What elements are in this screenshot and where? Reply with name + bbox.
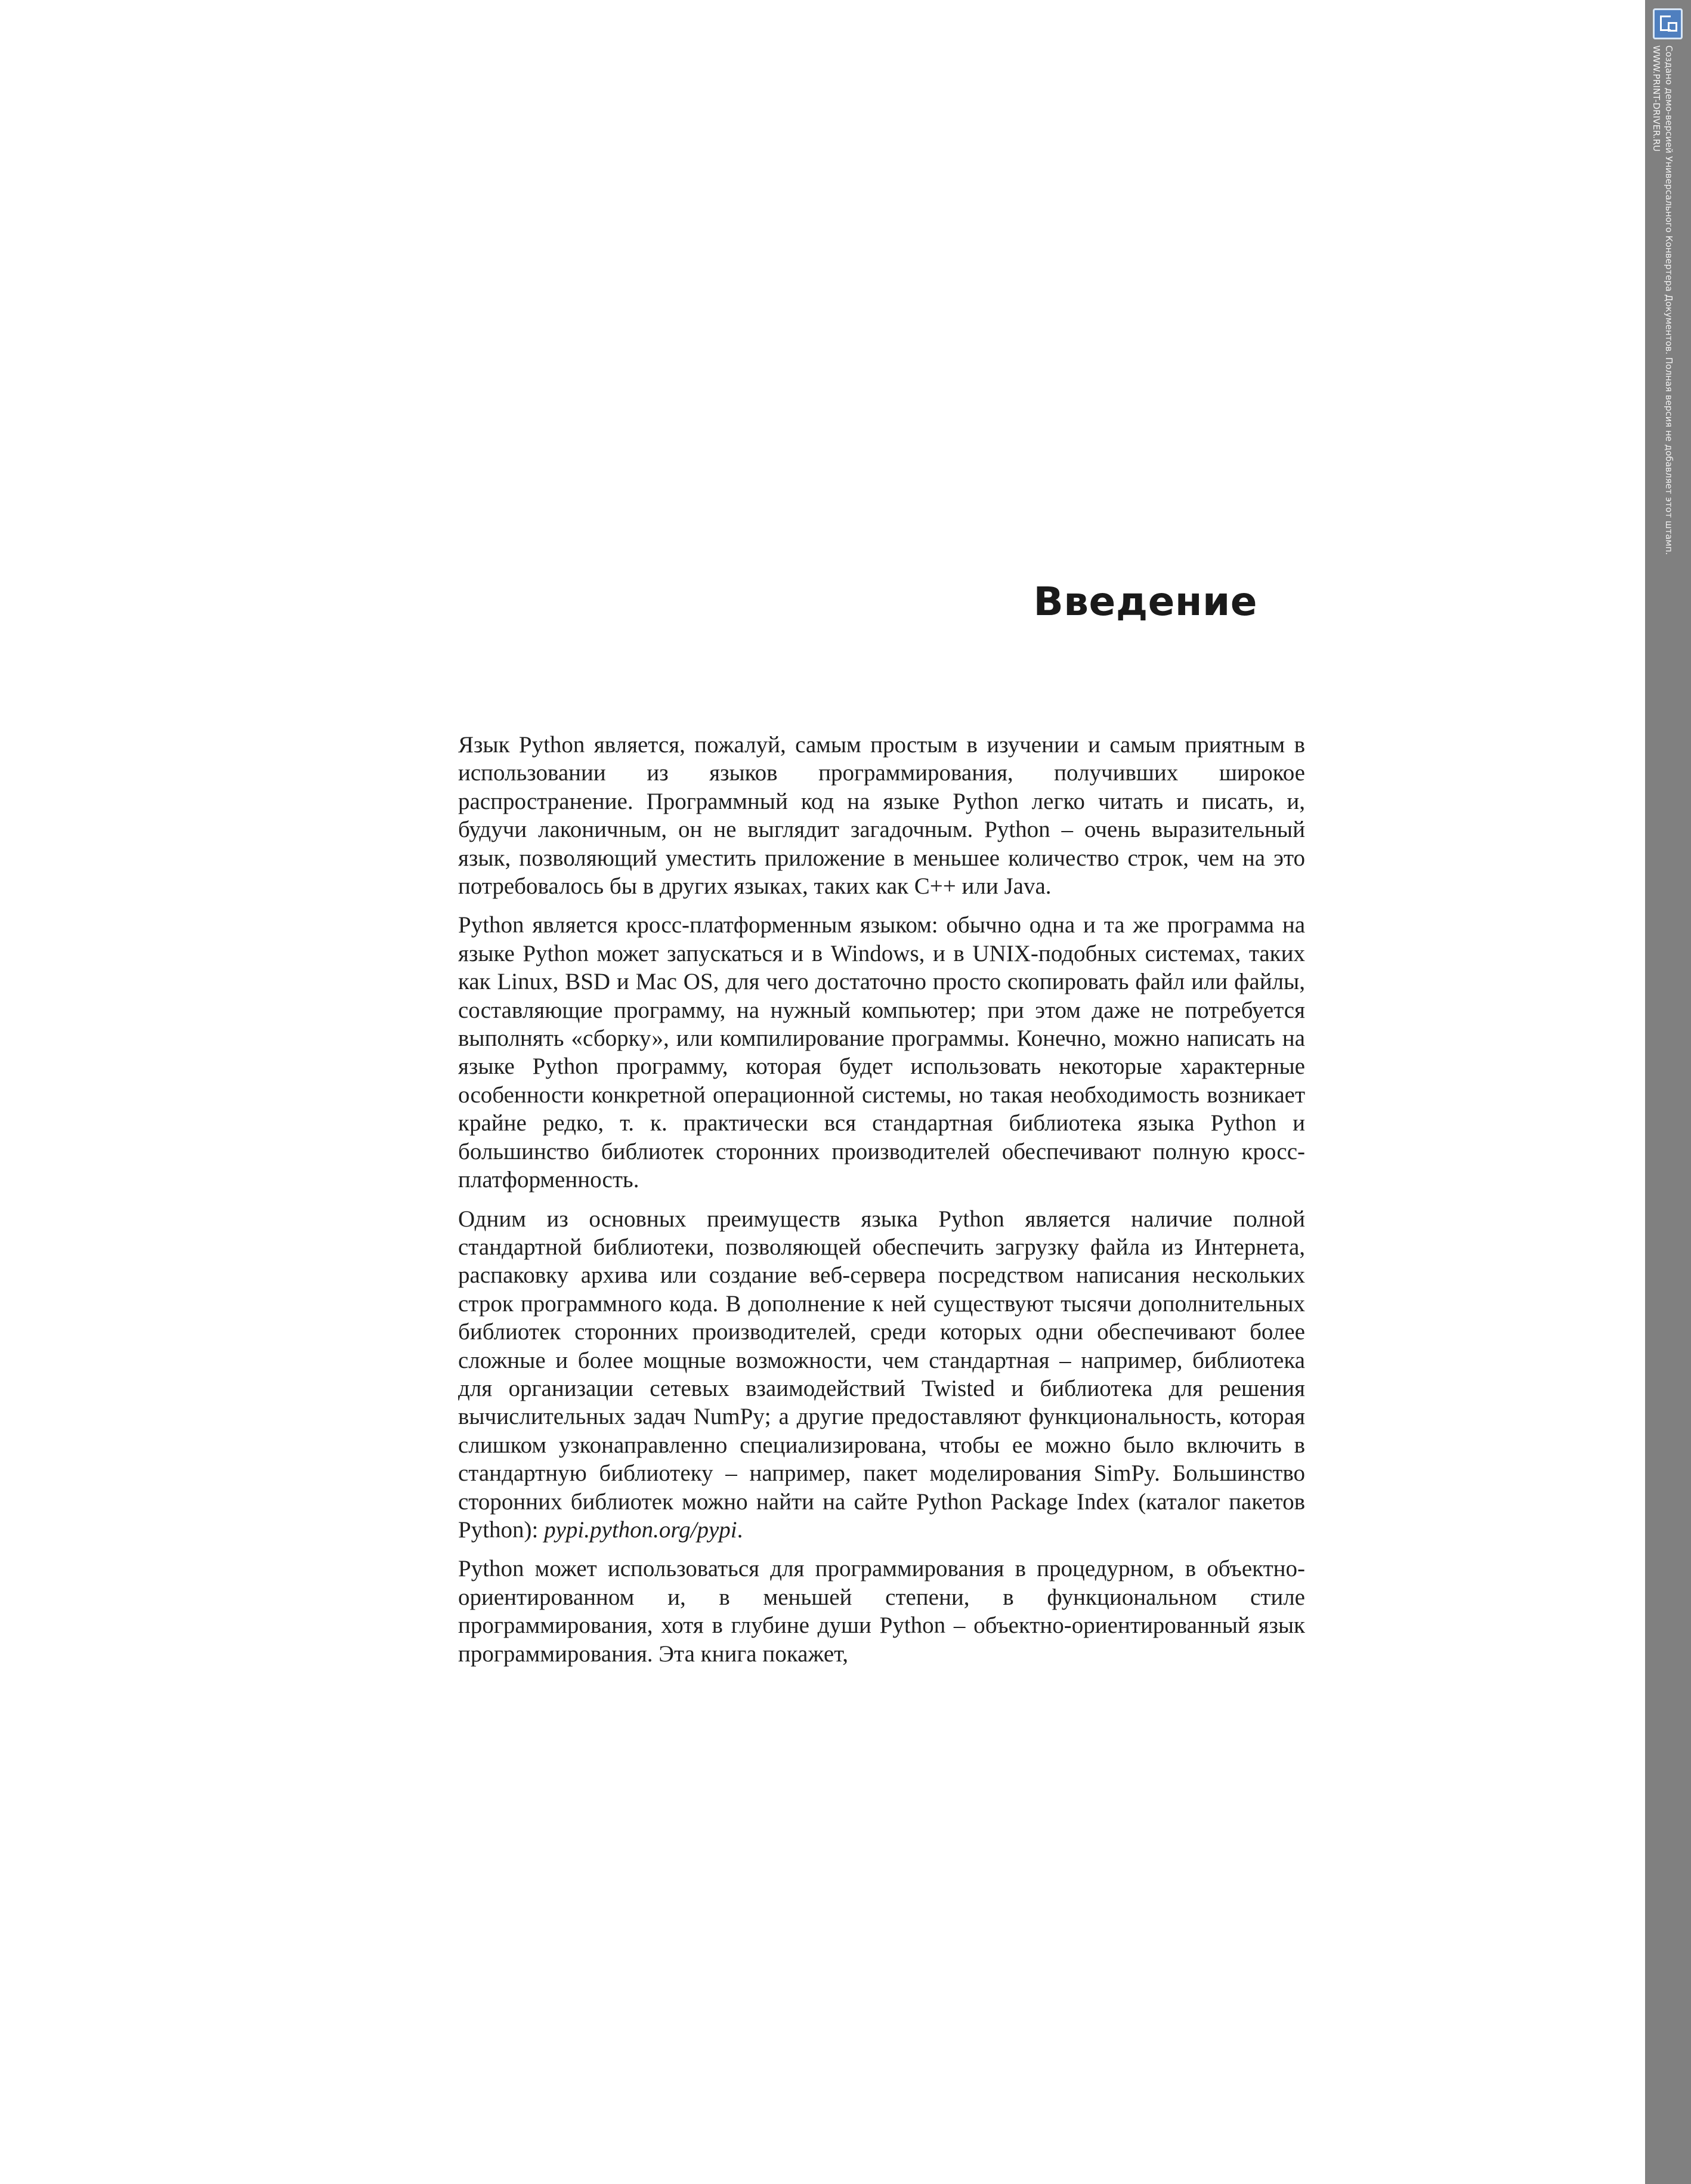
paragraph-3-text: Одним из основных преимуществ языка Python является наличие полной стандартной библиотеки, позволяющей обеспечить загрузку файла из Интернета, распаковку архива или создание веб-сервера посредством написания нескольких строк программного кода. В дополнение к ней существуют тысячи дополнительных библиотек сторонних производителей, среди которых одни обеспечивают более сложные и более мощные возможности, чем стандартная – например, библиотека для организации сетевых взаимодействий Twisted и библиотека для решения вычислительных задач NumPy; а другие предоставляют функциональность, которая слишком узконаправленно специализирована, чтобы ее можно было включить в стандартную библиотеку – например, пакет моделирования SimPy. Большинство сторонних библиотек можно найти на сайте Python Package Index (каталог пакетов Python):	[458, 1206, 1305, 1543]
paragraph-3	[458, 1205, 1305, 1544]
paragraph-2: Python является кросс-платформенным языком: обычно одна и та же программа на языке Python может запускаться и в Windows, и в UNIX-подобных системах, таких как Linux, BSD и Mac OS, для чего достаточно просто скопировать файл или файлы, составляющие программу, на нужный компьютер; при этом даже не потребуется выполнять «сборку», или компилирование программы. Конечно, можно написать на языке Python программу, которая будет использовать некоторые характерные особенности конкретной операционной системы, но такая необходимость возникает крайне редко, т. к. практически вся стандартная библиотека языка Python и большинство библиотек сторонних производителей обеспечивают полную кросс-платформенность.	[458, 912, 1305, 1193]
body-text	[458, 731, 1305, 1679]
paragraph-1: Язык Python является, пожалуй, самым простым в изучении и самым приятным в использовании из языков программирования, получивших широкое распространение. Программный код на языке Python легко читать и писать, и, будучи лаконичным, он не выглядит загадочным. Python – очень выразительный язык, позволяющий уместить приложение в меньшее количество строк, чем на это потребовалось бы в других языках, таких как C++ или Java.	[458, 732, 1305, 900]
pypi-url-suffix: .	[737, 1516, 743, 1543]
converter-watermark-bar	[1645, 0, 1691, 2184]
chapter-title: Введение	[1033, 579, 1257, 625]
watermark-notice	[1650, 45, 1675, 555]
watermark-notice-line-1: Создано демо-версией Универсального Конвертера Документов. Полная версия не добавляет этот штамп.	[1664, 45, 1674, 555]
converter-logo-icon	[1653, 8, 1683, 39]
pypi-url: pypi.python.org/pypi	[544, 1516, 737, 1543]
paragraph-4: Python может использоваться для программирования в процедурном, в объектно-ориентированном и, в меньшей степени, в функциональном стиле программирования, хотя в глубине души Python – объектно-ориентированный язык программирования. Эта книга покажет,	[458, 1556, 1305, 1667]
watermark-notice-line-2: WWW.PRINT-DRIVER.RU	[1651, 45, 1662, 152]
